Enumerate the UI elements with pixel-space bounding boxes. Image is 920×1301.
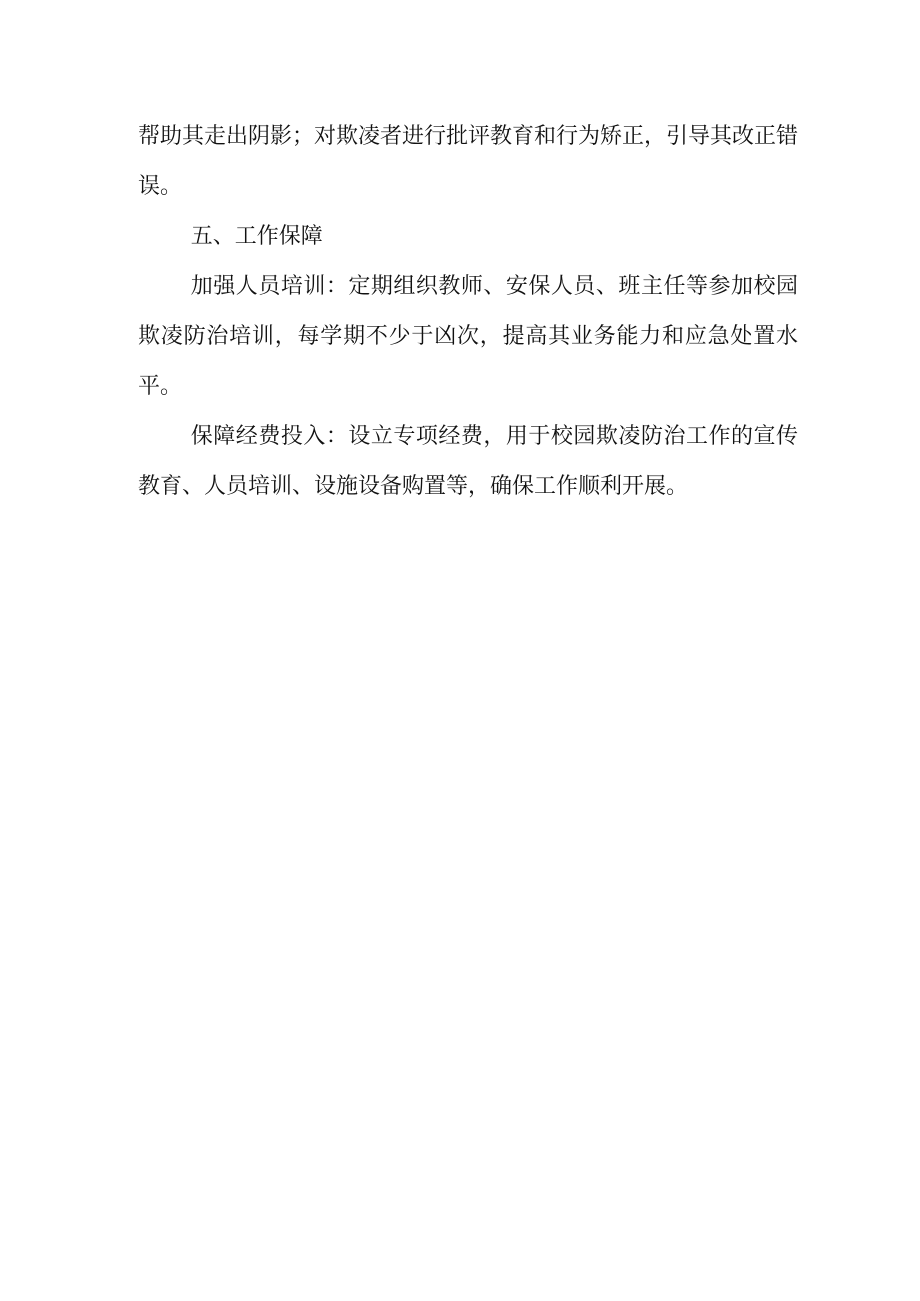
paragraph-continuation: 帮助其走出阴影；对欺凌者进行批评教育和行为矫正，引导其改正错误。: [138, 124, 799, 199]
paragraph-funding: 保障经费投入：设立专项经费，用于校园欺凌防治工作的宣传教育、人员培训、设施设备购置等，确保工作顺利开展。: [138, 424, 798, 499]
paragraph-staff-training: 加强人员培训：定期组织教师、安保人员、班主任等参加校园欺凌防治培训，每学期不少于凶次，提高其业务能力和应急处置水平。: [138, 274, 798, 399]
section-heading-work-guarantee: 五、工作保障: [190, 224, 323, 249]
document-body: [138, 112, 798, 512]
